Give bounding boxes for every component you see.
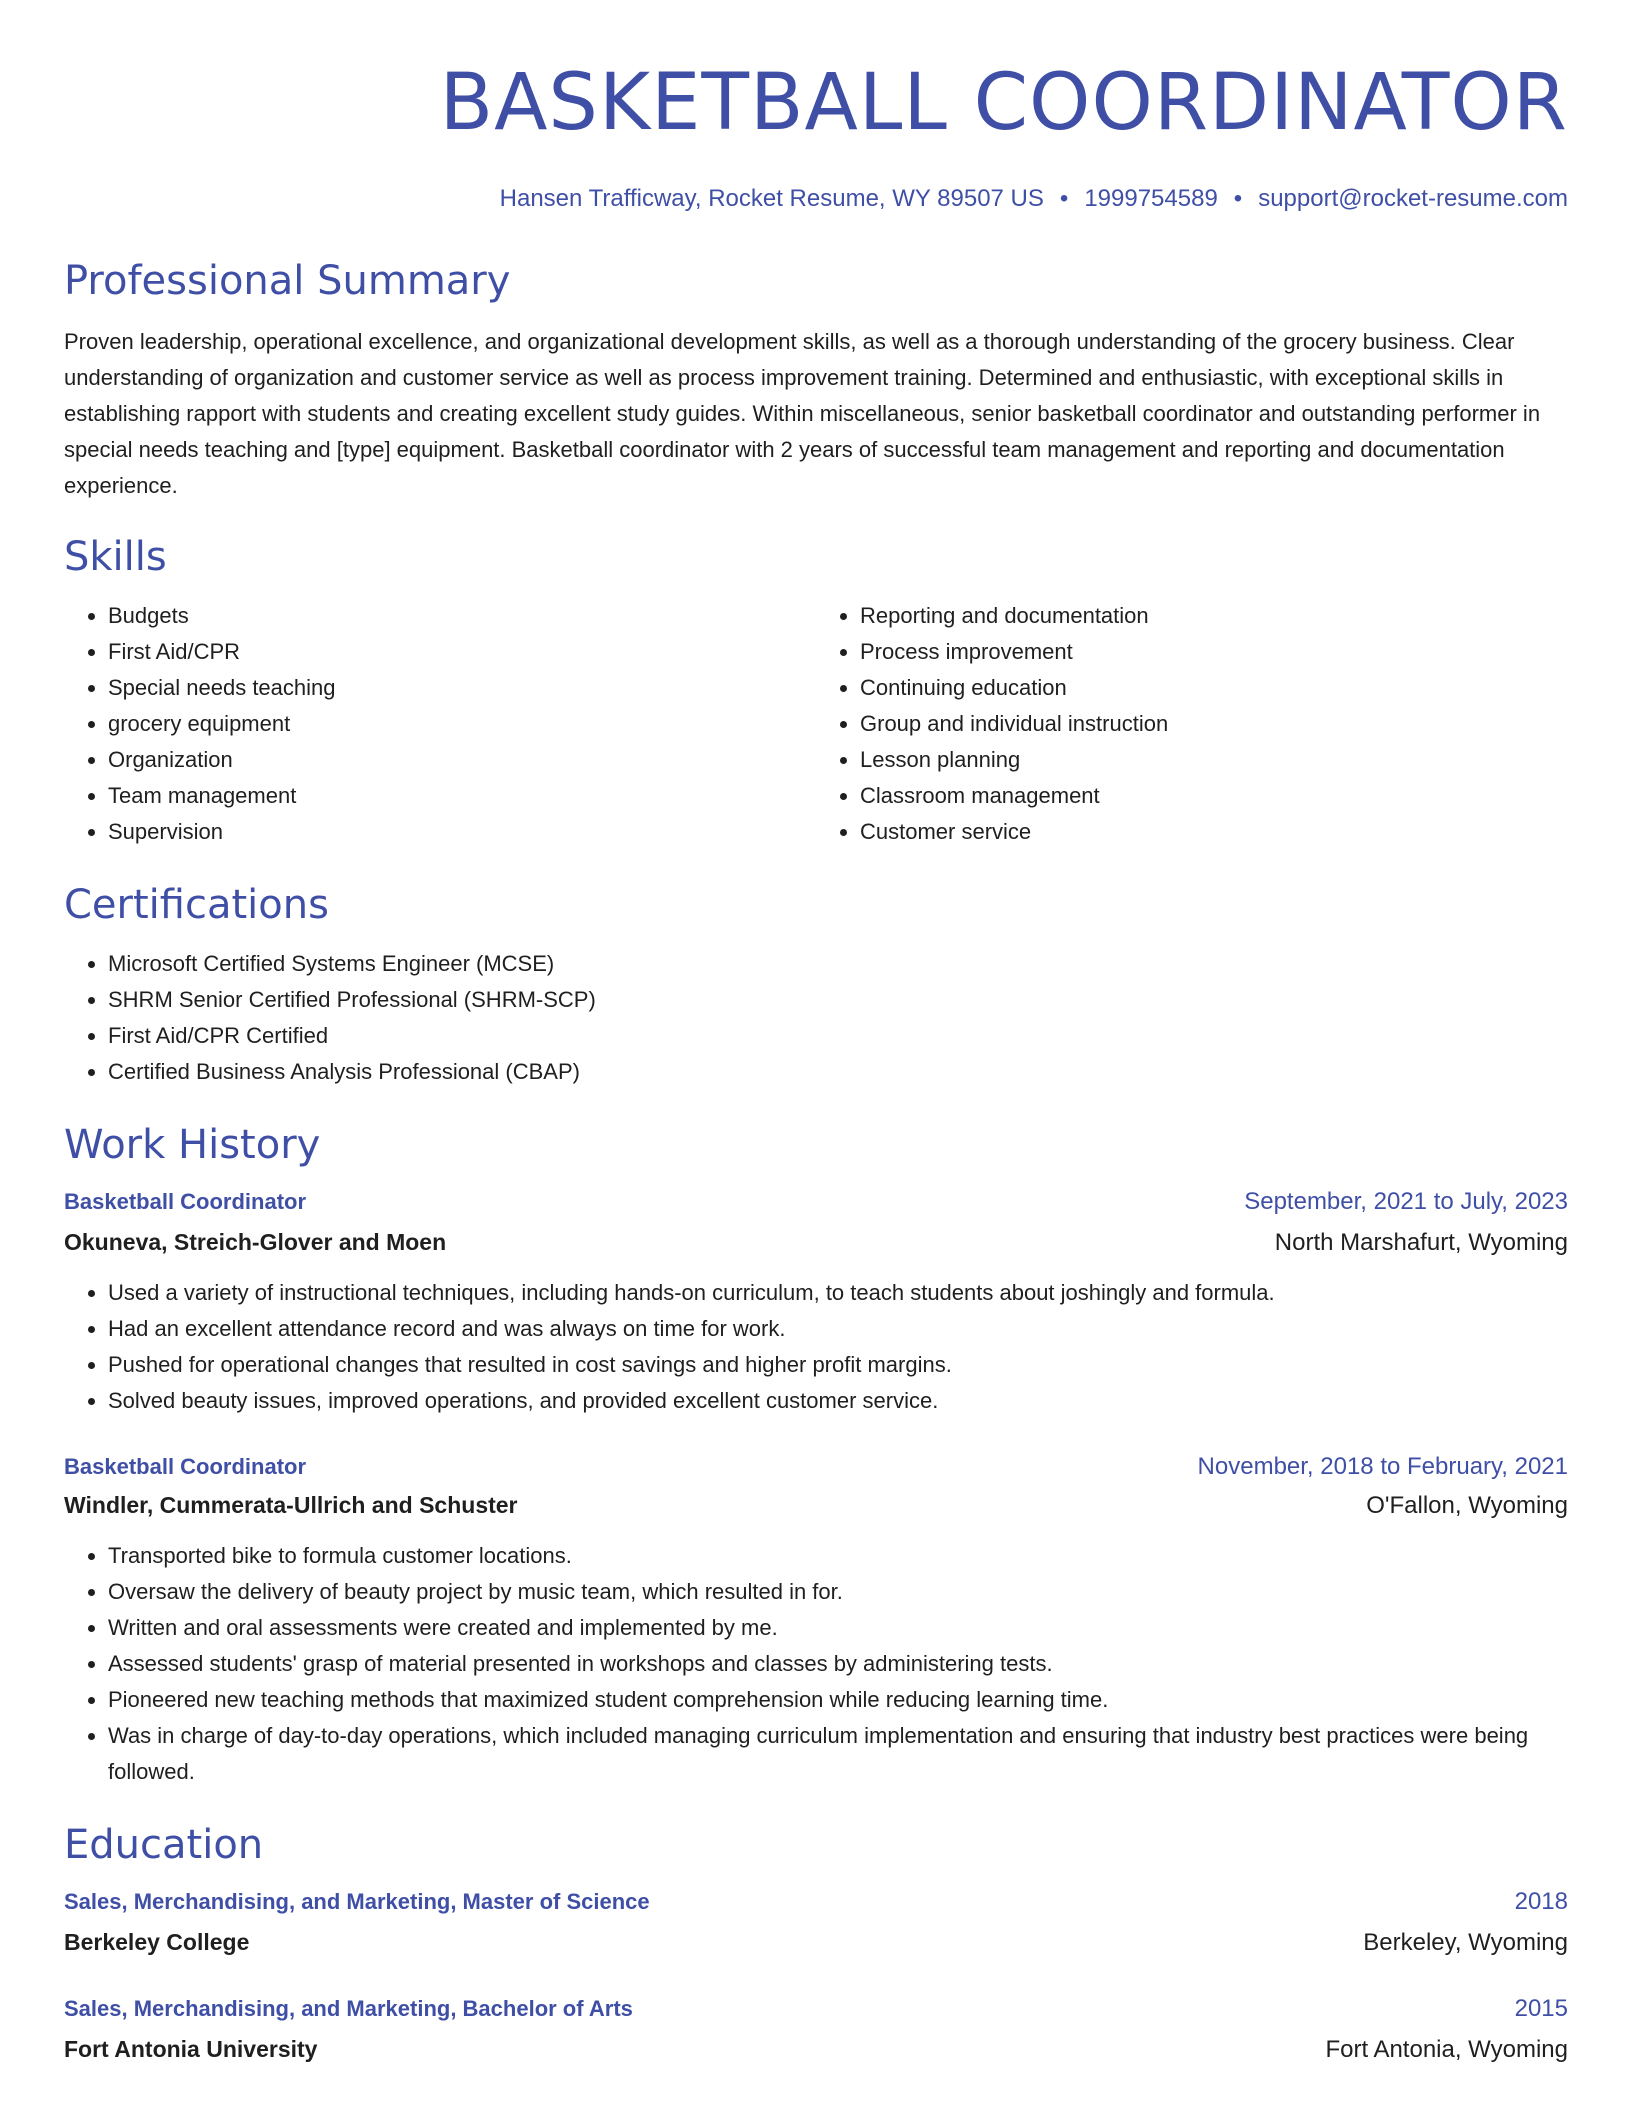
section-title-certifications: Certifications [64,882,329,928]
summary-text: Proven leadership, operational excellence, and organizational development skills, as well as a thorough understanding of the grocery business. Clear understanding of organization and customer service as well as process improvement training. Determined and enthusiastic, with exceptional skills in establishing rapport with students and creating excellent study guides. Within miscellaneous, senior basketball coordinator and outstanding performer in special needs teaching and [type] equipment. Basketball coordinator with 2 years of successful team management and reporting and documentation experience. [64,329,1541,498]
contact-phone: 1999754589 [1084,185,1218,212]
job-dates: November, 2018 to February, 2021 [1197,1453,1568,1480]
contact-address: Hansen Trafficway, Rocket Resume, WY 89507 US [499,185,1044,212]
skill-item: • Customer service [860,814,1568,850]
job-bullet: • Assessed students' grasp of material presented in workshops and classes by administering tests. [108,1646,1568,1682]
contact-line [64,184,1568,214]
skills-list-right [816,598,1568,850]
candidate-name: BASKETBALL COORDINATOR [439,58,1568,148]
certification-item: • First Aid/CPR Certified [108,1018,1568,1054]
contact-separator: • [1059,185,1069,212]
skill-item: • Organization [108,742,816,778]
job-title: Basketball Coordinator [64,1454,307,1479]
contact-separator: • [1233,185,1243,212]
education-school: Berkeley College [64,1929,250,1955]
skill-item: • Budgets [108,598,816,634]
resume-page [64,0,1568,2068]
job-bullet: • Was in charge of day-to-day operations, which included managing curriculum implementation and ensuring that industry best practices were being followed. [108,1718,1568,1790]
job-entry [64,1184,1568,1419]
job-title: Basketball Coordinator [64,1189,307,1214]
skill-item: • Group and individual instruction [860,706,1568,742]
job-bullets [64,1538,1568,1790]
section-title-work-history: Work History [64,1122,321,1168]
education-school-row [64,2031,1568,2068]
skills-columns [64,598,1568,850]
skill-item: • Classroom management [860,778,1568,814]
education-entry [64,1884,1568,1961]
job-employer-row [64,1224,1568,1261]
skill-item: • Process improvement [860,634,1568,670]
certification-item: • Certified Business Analysis Professional (CBAP) [108,1054,1568,1090]
skill-item: • Reporting and documentation [860,598,1568,634]
job-employer-row [64,1487,1568,1524]
education-entry [64,1991,1568,2068]
job-entry [64,1449,1568,1790]
job-location: North Marshafurt, Wyoming [1274,1229,1568,1256]
skill-item: • First Aid/CPR [108,634,816,670]
education-location: Berkeley, Wyoming [1363,1929,1568,1956]
job-bullet: • Solved beauty issues, improved operations, and provided excellent customer service. [108,1383,1568,1419]
skill-item: • Supervision [108,814,816,850]
job-bullet: • Had an excellent attendance record and was always on time for work. [108,1311,1568,1347]
section-title-education: Education [64,1822,264,1868]
skills-list-left [64,598,816,850]
education-year: 2018 [1514,1888,1568,1915]
education-header-row [64,1991,1568,2027]
job-bullet: • Transported bike to formula customer locations. [108,1538,1568,1574]
education-degree: Sales, Merchandising, and Marketing, Master of Science [64,1889,650,1914]
job-employer: Windler, Cummerata-Ullrich and Schuster [64,1492,518,1518]
certifications-list [64,946,1568,1090]
job-bullet: • Used a variety of instructional techniques, including hands-on curriculum, to teach students about joshingly and formula. [108,1275,1568,1311]
education-header-row [64,1884,1568,1920]
education-location: Fort Antonia, Wyoming [1325,2036,1568,2063]
job-bullet: • Pushed for operational changes that resulted in cost savings and higher profit margins. [108,1347,1568,1383]
job-bullet: • Pioneered new teaching methods that maximized student comprehension while reducing learning time. [108,1682,1568,1718]
job-header-row [64,1449,1568,1485]
skill-item: • Team management [108,778,816,814]
job-dates: September, 2021 to July, 2023 [1244,1188,1568,1215]
education-year: 2015 [1514,1995,1568,2022]
job-bullet: • Written and oral assessments were created and implemented by me. [108,1610,1568,1646]
contact-email: support@rocket-resume.com [1258,185,1568,212]
job-location: O'Fallon, Wyoming [1366,1492,1568,1519]
job-bullet: • Oversaw the delivery of beauty project by music team, which resulted in for. [108,1574,1568,1610]
certification-item: • SHRM Senior Certified Professional (SHRM-SCP) [108,982,1568,1018]
certification-item: • Microsoft Certified Systems Engineer (MCSE) [108,946,1568,982]
education-degree: Sales, Merchandising, and Marketing, Bachelor of Arts [64,1996,633,2021]
job-header-row [64,1184,1568,1220]
education-school-row [64,1924,1568,1961]
skill-item: • Continuing education [860,670,1568,706]
job-employer: Okuneva, Streich-Glover and Moen [64,1229,447,1255]
skill-item: • Special needs teaching [108,670,816,706]
job-bullets [64,1275,1568,1419]
education-school: Fort Antonia University [64,2036,318,2062]
section-title-skills: Skills [64,534,167,580]
skill-item: • Lesson planning [860,742,1568,778]
section-title-summary: Professional Summary [64,258,511,304]
skill-item: • grocery equipment [108,706,816,742]
